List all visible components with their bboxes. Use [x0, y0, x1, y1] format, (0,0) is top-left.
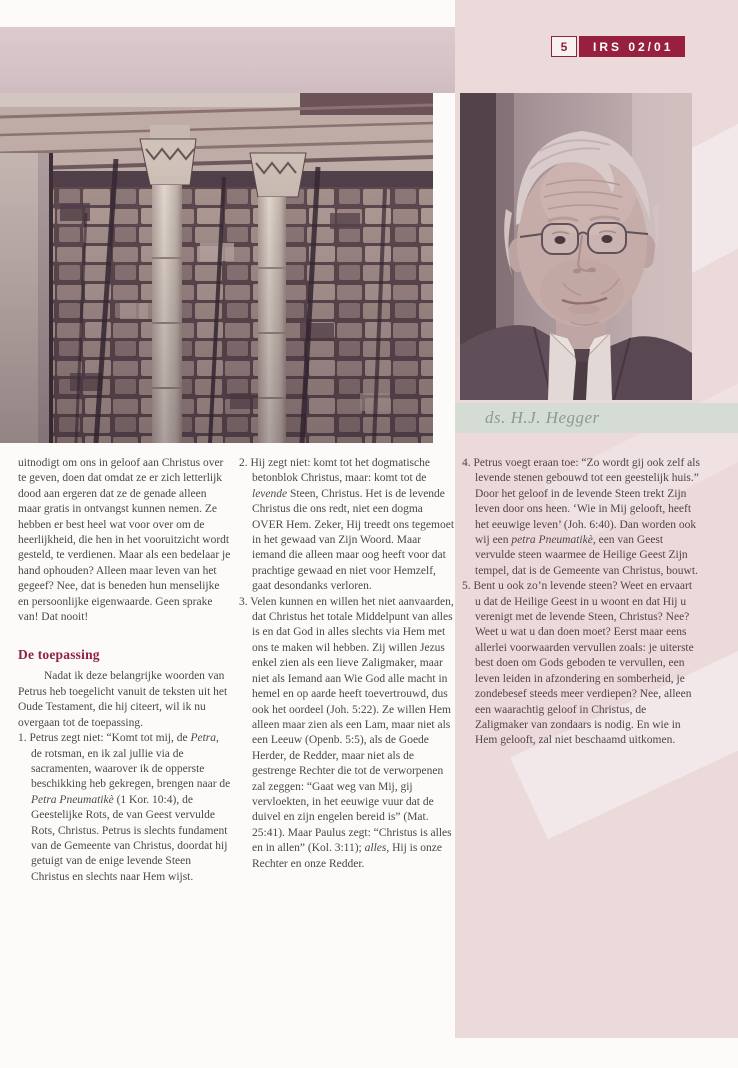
mauve-top-band [0, 27, 455, 93]
item-text: Petrus zegt niet: “Komt tot mij, de Petra, de rotsman, en ik zal jullie via de sacramenten, waarover ik de opperste beschikking heb gekregen, brengen naar de Petra Pneumatikè (1 Kor. 10:4), de Geestelijke Rots, de van Geest vervulde Rots, Christus. Petrus is slechts fundament van de Gemeente van Christus, doordat hij getuigt van de enige levende Steen Christus en slechts naar Hem wijst. [29, 732, 231, 883]
lead-paragraph: Nadat ik deze belangrijke woorden van Petrus heb toegelicht vanuit de teksten uit het Oude Testament, die hij citeert, wil ik nu overgaan tot de toepassing. [18, 670, 228, 729]
caption-text: ds. H.J. Hegger [485, 408, 600, 427]
lintel-beam [0, 93, 433, 171]
photo-vignette [0, 163, 433, 443]
item-number: 2. [239, 457, 248, 469]
issue-label: IRS 02/01 [579, 36, 685, 57]
list-item-3 [239, 595, 456, 872]
item-text: Petrus voegt eraan toe: “Zo wordt gij ook zelf als levende stenen gebouwd tot een geestelijk huis.” Door het geloof in de levende Steen trekt Zijn leven door ons heen. ‘Wie in Mij gelooft, heeft het eeuwige leven’ (Joh. 6:40). Dan worden ook wij een petra Pneumatikè, een van Geest vervulde steen waarmee de Heilige Geest Zijn tempel, dat is de Gemeente van Christus, bouwt. [473, 457, 700, 577]
portrait-photo [460, 93, 692, 400]
ruins-photo [0, 93, 433, 443]
item-number: 3. [239, 595, 248, 608]
item-text: Hij zegt niet: komt tot het dogmatische betonblok Christus, maar: komt tot de levende Steen, Christus. Het is de levende Christus die ons redt, niet een dogma OVER Hem. Zeker, Hij treedt ons tegemoet in het gewaad van Zijn Woord. Maar iemand die alleen maar oog heeft voor dat prachtige gewaad en niet voor Hemzelf, gaat desondanks verloren. [250, 457, 455, 593]
item-number: 4. [462, 457, 471, 469]
item-number: 1. [18, 732, 27, 745]
item-text: Velen kunnen en willen het niet aanvaarden, dat Christus het totale Middelpunt van alles is en dat God in alles slechts via Hem met ons te maken wil hebben. Zij willen Jezus enkel zien als een lieve Zaligmaker, maar niet als Iemand aan Wie God alle macht in hemel en op aarde heeft toevertrouwd, dus ook het oordeel (Joh. 5:22). Ze willen Hem alleen maar zien als een Lam, maar niet als een Leeuw (Openb. 5:5), als de Goede Herder, de Redder, maar niet als de gestrenge Rechter die tot de verworpenen zal zeggen: “Gaat weg van Mij, gij vervloekten, in het eeuwige vuur dat de duivel en zijn engelen bereid is” (Mat. 25:41). Maar Paulus zegt: “Christus is alles en in allen” (Kol. 3:11); alles, Hij is onze Rechter en onze Redder. [250, 595, 454, 870]
item-text: Bent u ook zo’n levende steen? Weet en ervaart u dat de Heilige Geest in u woont en dat Hij u verenigt met de levende Steen, Christus? Nee? Weet u wat u dan doen moet? Eerst maar eens allerlei voorwaarden vervullen zoals: je uiterste best doen om Gods geboden te vervullen, een leven leiden in afzondering en somberheid, je zondebesef steeds meer verdiepen? Nee, alleen een waarachtig geloof in Christus, de Zaligmaker van zondaars is nodig. En wie in Hem gelooft, zal niet beschaamd uitkomen. [473, 580, 694, 747]
text-column-1 [18, 456, 231, 885]
section-heading: De toepassing [18, 647, 100, 663]
item-number: 5. [462, 580, 471, 593]
caption-bar [455, 403, 738, 433]
intro-paragraph: uitnodigt om ons in geloof aan Christus over te geven, doen dat omdat ze er zich letterlijk dood aan ergeren dat ze de genade alleen maar gratis in ontvangst kunnen nemen. Ze hebben er best heel wat voor over om de heerlijkheid, die hen in het vooruitzicht wordt gesteld, te verdienen. Maar als een bedelaar je hand ophouden? Alleen maar leven van het gegeef? Nee, dat is beneden hun menselijke en persoonlijke eigenwaarde. Geen sprake van! Dat nooit! [18, 457, 231, 624]
duotone-wash [460, 93, 692, 400]
list-item-4 [462, 456, 700, 579]
text-column-2 [239, 456, 456, 872]
page-header-badge [551, 36, 685, 57]
list-item-2 [239, 456, 456, 595]
text-column-3 [462, 456, 700, 749]
page-number: 5 [551, 36, 577, 57]
list-item-5 [462, 579, 700, 748]
list-item-1 [18, 731, 231, 885]
